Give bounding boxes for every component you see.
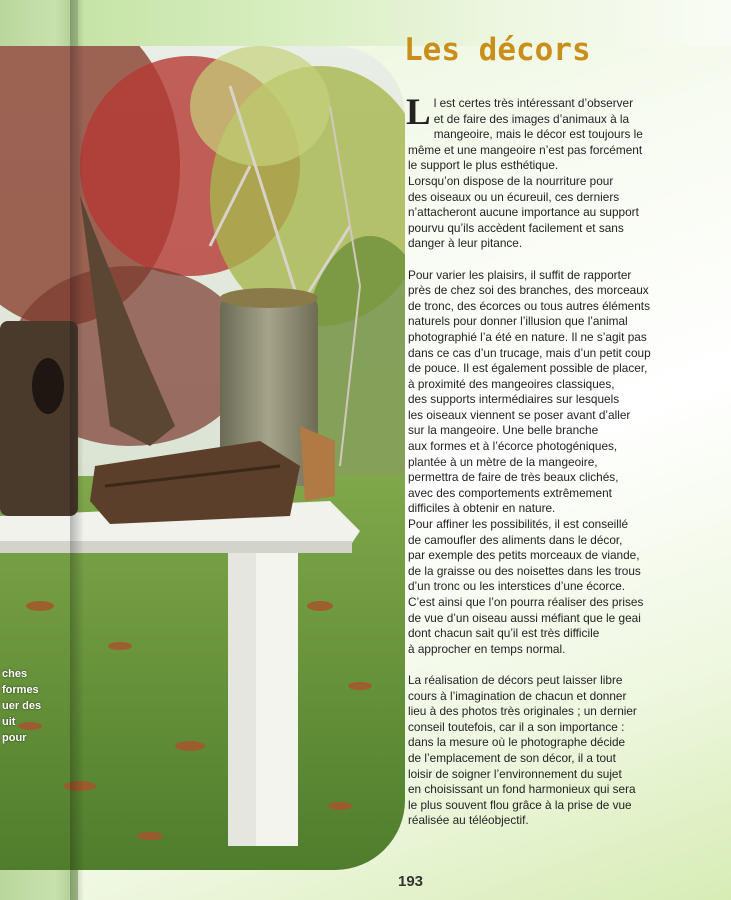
text-line: les oiseaux viennent se poser avant d’aller: [408, 407, 631, 422]
facing-page-text: [2, 666, 80, 746]
text-line: La réalisation de décors peut laisser libre: [408, 672, 623, 687]
text-line: dont chacun sait qu’il est très difficile: [408, 626, 600, 641]
top-band: [0, 0, 731, 46]
text-line: Lorsqu’on dispose de la nourriture pour: [408, 173, 614, 188]
text-line: à proximité des mangeoires classiques,: [408, 376, 615, 391]
text-line: Pour affiner les possibilités, il est conseillé: [408, 517, 629, 532]
text-line: de vue d’un oiseau aussi méfiant que le geai: [408, 610, 641, 625]
text-line: loisir de soigner l’environnement du sujet: [408, 766, 622, 781]
text-line: l est certes très intéressant d’observer: [433, 96, 634, 110]
text-line: sur la mangeoire. Une belle branche: [408, 423, 599, 438]
facing-page-line: ches: [2, 668, 28, 680]
text-line: par exemple des petits morceaux de viande,: [408, 548, 640, 563]
paragraph-realisation: [408, 673, 714, 829]
text-line: pourvu qu’ils accèdent facilement et sans: [408, 220, 624, 235]
text-line: Pour varier les plaisirs, il suffit de rapporter: [408, 267, 632, 282]
text-line: naturels pour donner l’illusion que l’animal: [408, 314, 628, 329]
text-line: danger à leur pitance.: [408, 236, 523, 251]
text-line: conseil toutefois, car il a son importance :: [408, 719, 625, 734]
text-line: permettra de faire de très beaux clichés,: [408, 470, 619, 485]
article-body: [406, 92, 714, 845]
facing-page-line: uit: [2, 716, 16, 728]
feeder-decor-photo: [0, 46, 405, 870]
text-line: C’est ainsi que l’on pourra réaliser des prises: [408, 595, 644, 609]
text-line: cours à l’imagination de chacun et donner: [408, 688, 627, 703]
text-line: n’attacheront aucune importance au support: [408, 205, 639, 220]
text-line: de la graisse ou des noisettes dans les trous: [408, 563, 641, 578]
text-line: réalisée au téléobjectif.: [408, 813, 529, 828]
text-line: de l’emplacement de son décor, il a tout: [408, 750, 616, 765]
text-line: dans ce cas d’un trucage, mais d’un petit coup: [408, 345, 651, 360]
text-line: de pouce. Il est également possible de placer,: [408, 361, 648, 376]
text-line: avec des comportements extrêmement: [408, 485, 612, 500]
text-line: aux formes et à l’écorce photogéniques,: [408, 439, 618, 454]
text-line: le support le plus esthétique.: [408, 158, 559, 173]
text-line: mangeoire, mais le décor est toujours le: [433, 127, 643, 142]
text-line: d’un tronc ou les interstices d’une écorce.: [408, 579, 626, 594]
page-number: 193: [398, 873, 424, 890]
dropcap: L: [406, 92, 431, 133]
text-line: de camoufler des aliments dans le décor,: [408, 532, 623, 547]
facing-page-line: formes: [2, 684, 39, 696]
text-line: et de faire des images d’animaux à la: [433, 111, 630, 126]
text-line: des oiseaux ou un écureuil, ces derniers: [408, 189, 620, 204]
text-line: le plus souvent flou grâce à la prise de vue: [408, 797, 632, 812]
text-line: photographié l’a été en nature. Il ne s’agit pas: [408, 329, 647, 344]
text-line: lieu à des photos très originales ; un dernier: [408, 704, 637, 719]
text-line: près de chez soi des branches, des morceaux: [408, 283, 649, 298]
photo-illustration: [0, 46, 405, 870]
text-line: de tronc, des écorces ou tous autres éléments: [408, 298, 650, 313]
facing-page-line: uer des: [2, 700, 42, 712]
text-line: difficiles à obtenir en nature.: [408, 501, 556, 516]
text-line: en choisissant un fond harmonieux qui sera: [408, 782, 636, 797]
text-line: dans la mesure où le photographe décide: [408, 735, 626, 750]
binding-gutter: [70, 0, 84, 900]
page-title: Les décors: [404, 32, 591, 68]
text-line: des supports intermédiaires sur lesquels: [408, 392, 620, 407]
text-line: plantée à un mètre de la mangeoire,: [408, 454, 598, 469]
facing-page-line: pour: [2, 732, 27, 744]
text-line: à approcher en temps normal.: [408, 641, 566, 656]
text-line: même et une mangeoire n’est pas forcément: [408, 142, 643, 157]
paragraph-intro: [406, 92, 714, 252]
paragraph-varier: [408, 268, 714, 658]
